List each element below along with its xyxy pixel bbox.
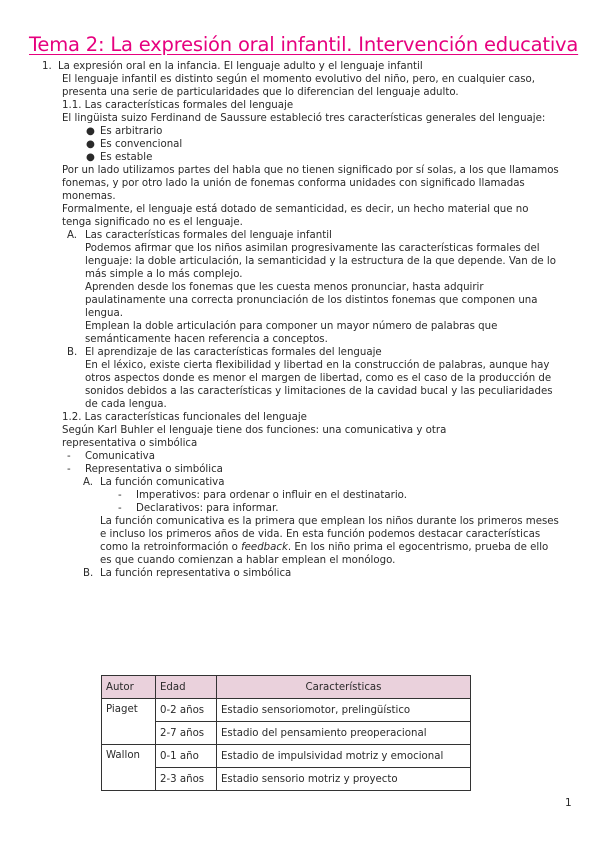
dash-item: - Representativa o simbólica: [67, 464, 223, 475]
column-header-edad: Edad: [156, 676, 217, 699]
section-1-heading: 1. La expresión oral en la infancia. El lenguaje adulto y el lenguaje infantil: [42, 61, 423, 72]
function-a-paragraph: La función comunicativa es la primera que emplean los niños durante los primeros meses e incluso los primeros años de vida. En esta función podemos destacar características como la retroinformación o feedback. En los niño prima el egocentrismo, prueba de ello es que cuando comienzan a hablar emplean el monólogo.: [100, 516, 559, 566]
table-header-row: [102, 676, 471, 699]
table-row: [102, 745, 471, 768]
item-a-paragraph: Aprenden desde los fonemas que les cuesta menos pronunciar, hasta adquirir paulatinamente una correcta pronunciación de los distintos fonemas que componen una lengua.: [85, 282, 538, 319]
function-a-heading: A. La función comunicativa: [83, 477, 225, 488]
subsection-1-1-heading: 1.1. Las características formales del lenguaje: [62, 100, 294, 111]
bullet-item: ● Es arbitrario: [86, 126, 163, 137]
table-cell-edad: 0-1 año: [156, 745, 217, 768]
table-row: [102, 699, 471, 722]
stages-table: [101, 675, 471, 791]
table-cell-caracteristicas: Estadio del pensamiento preoperacional: [217, 722, 471, 745]
bullet-item: ● Es estable: [86, 152, 153, 163]
table-row: [102, 722, 471, 745]
table-cell-caracteristicas: Estadio sensoriomotor, prelingüístico: [217, 699, 471, 722]
column-header-autor: Autor: [102, 676, 156, 699]
dash-item: - Declarativos: para informar.: [118, 503, 279, 514]
document-body: [0, 60, 600, 580]
table-row: [102, 768, 471, 791]
item-a-paragraph: Podemos afirmar que los niños asimilan progresivamente las características formales del lenguaje: la doble articulación, la semanticidad y la estructura de la que depende. Van de lo más simple a lo más complejo.: [85, 243, 556, 280]
page-number: 1: [565, 797, 572, 809]
table-cell-edad: 0-2 años: [156, 699, 217, 722]
table-cell-caracteristicas: Estadio de impulsividad motriz y emocional: [217, 745, 471, 768]
table-cell-caracteristicas: Estadio sensorio motriz y proyecto: [217, 768, 471, 791]
item-b-heading: B. El aprendizaje de las características formales del lenguaje: [67, 347, 382, 358]
section-1-intro: El lenguaje infantil es distinto según el momento evolutivo del niño, pero, en cualquier caso, presenta una serie de particularidades que lo diferencian del lenguaje adulto.: [62, 74, 535, 98]
item-a-heading: A. Las características formales del lenguaje infantil: [67, 230, 332, 241]
bullet-item: ● Es convencional: [86, 139, 183, 150]
item-a-paragraph: Emplean la doble articulación para componer un mayor número de palabras que semánticamente hacen referencia a conceptos.: [85, 321, 498, 345]
subsection-1-2-heading: 1.2. Las características funcionales del lenguaje: [62, 412, 307, 423]
formal-paragraph: Formalmente, el lenguaje está dotado de semanticidad, es decir, un hecho material que no tenga significado no es el lenguaje.: [62, 204, 529, 228]
dash-item: - Comunicativa: [67, 451, 155, 462]
fonemas-paragraph: Por un lado utilizamos partes del habla que no tienen significado por sí solas, a los que llamamos fonemas, y por otro lado la unión de fonemas conforma unidades con significado llamadas monemas.: [62, 165, 559, 202]
column-header-caracteristicas: Características: [217, 676, 471, 699]
section-1-number: 1.: [42, 61, 52, 72]
table-cell-autor: Wallon: [102, 745, 156, 791]
table-cell-edad: 2-3 años: [156, 768, 217, 791]
table-cell-autor: Piaget: [102, 699, 156, 745]
page-title: Tema 2: La expresión oral infantil. Intervención educativa: [29, 33, 579, 56]
function-b-heading: B. La función representativa o simbólica: [83, 568, 292, 579]
table-cell-edad: 2-7 años: [156, 722, 217, 745]
buhler-paragraph: Según Karl Buhler el lenguaje tiene dos funciones: una comunicativa y otra representativa o simbólica: [62, 425, 447, 449]
item-b-paragraph: En el léxico, existe cierta flexibilidad y libertad en la construcción de palabras, aunque hay otros aspectos donde es menor el margen de libertad, como es el caso de la producción de sonidos debidos a las características y limitaciones de la cavidad bucal y las peculiaridades de cada lengua.: [85, 360, 553, 410]
saussure-paragraph: El lingüista suizo Ferdinand de Saussure estableció tres características generales del lenguaje:: [62, 113, 546, 124]
dash-item: - Imperativos: para ordenar o influir en el destinatario.: [118, 490, 407, 501]
